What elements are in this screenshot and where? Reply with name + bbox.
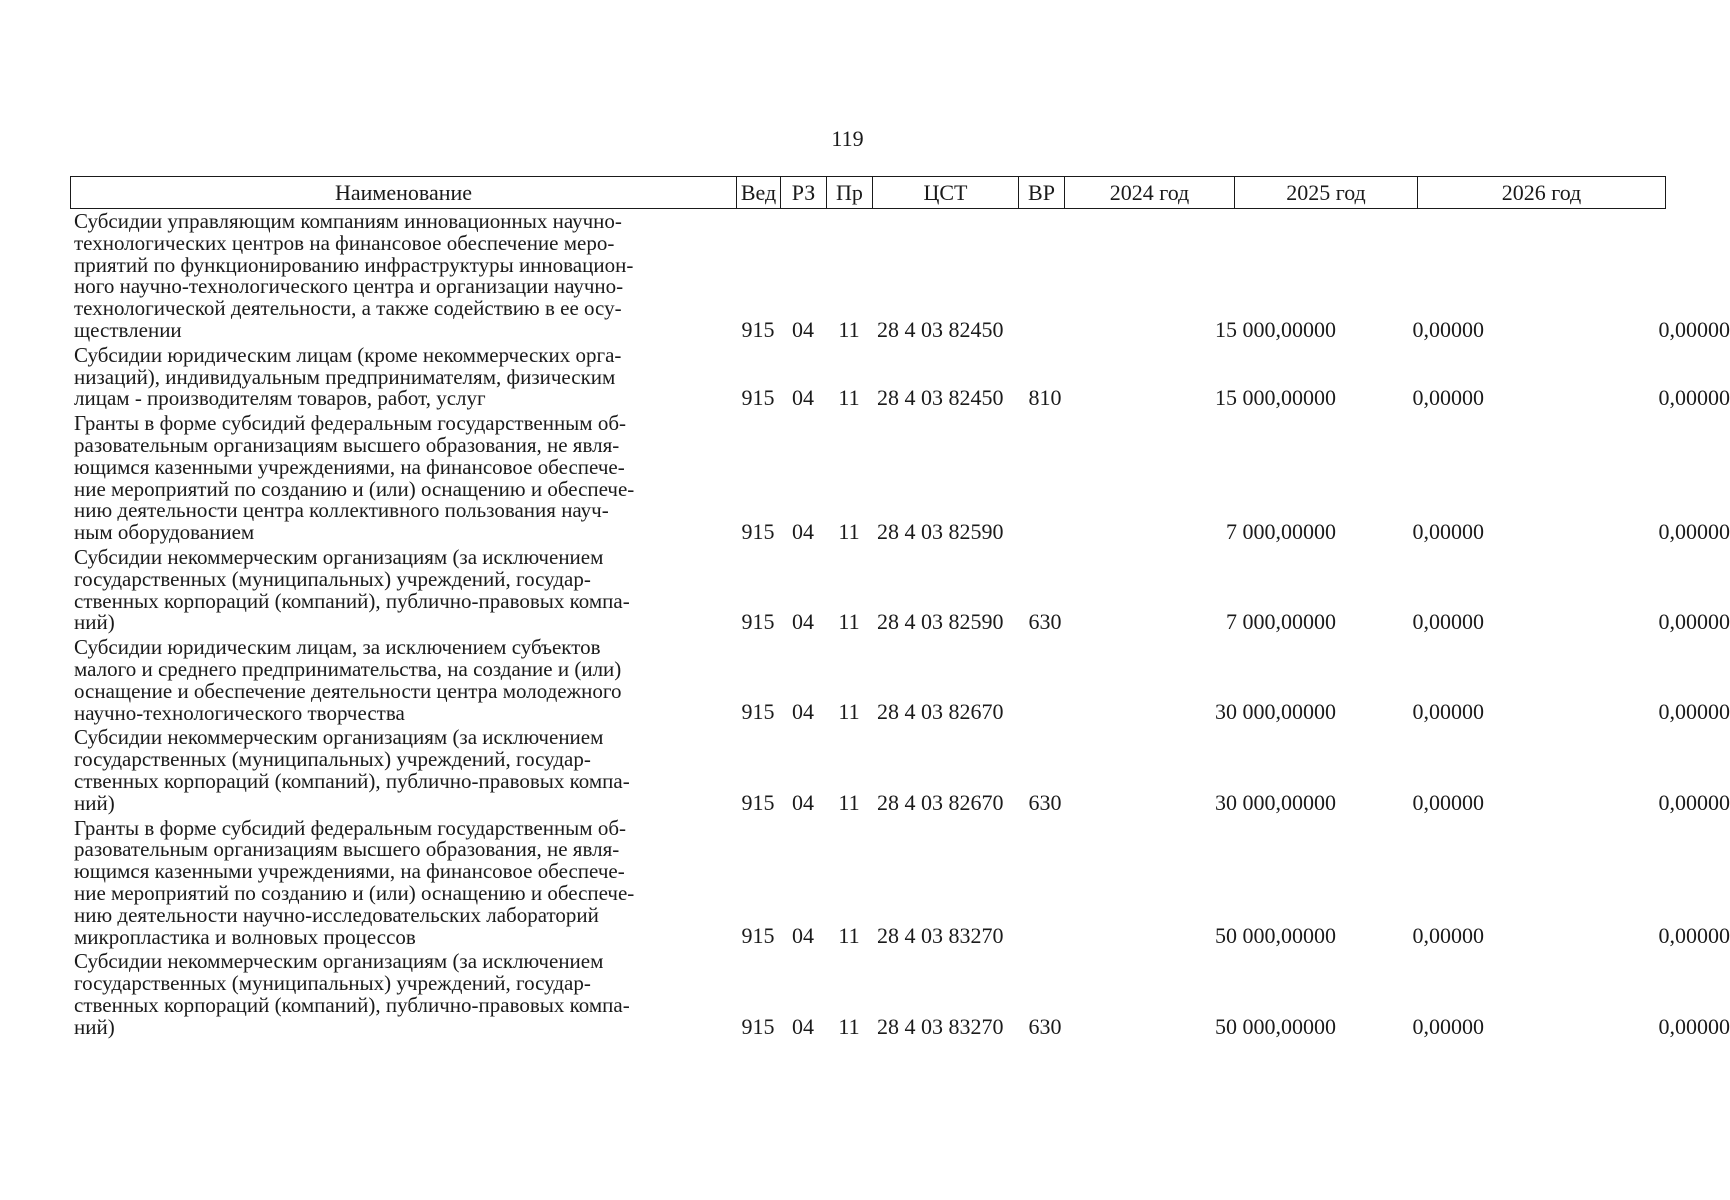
row-name-line: ние мероприятий по созданию и (или) оснащению и обеспече-: [74, 476, 635, 501]
row-name: [74, 815, 734, 949]
header-2025: 2025 год: [1235, 177, 1418, 209]
row-name-line: разовательным организациям высшего образования, не явля-: [74, 837, 620, 862]
table-row: [70, 411, 1730, 545]
header-pr: Пр: [827, 177, 873, 209]
header-vr: ВР: [1019, 177, 1065, 209]
row-name-line: ным оборудованием: [74, 520, 255, 545]
row-name-line: ществлении: [74, 317, 182, 342]
row-name-line: Гранты в форме субсидий федеральным государственным об-: [74, 815, 627, 840]
row-name-line: оснащение и обеспечение деятельности центра молодежного: [74, 678, 622, 703]
row-name-line: нию деятельности центра коллективного пользования науч-: [74, 498, 609, 523]
table-row: [70, 949, 1730, 1039]
pr-cell: 11: [838, 316, 860, 342]
header-cst: ЦСТ: [873, 177, 1019, 209]
row-name-line: микропластика и волновых процессов: [74, 924, 416, 949]
amount-2025-cell: 0,00000: [1412, 316, 1484, 342]
rz-cell: 04: [792, 609, 814, 635]
amount-2026-cell: 0,00000: [1658, 316, 1730, 342]
page-number: 119: [831, 126, 864, 151]
row-name-line: малого и среднего предпринимательства, на создание и (или): [74, 656, 622, 681]
table-row: [70, 815, 1730, 949]
amount-2024-cell: 50 000,00000: [1215, 923, 1336, 949]
amount-2024-cell: 30 000,00000: [1215, 699, 1336, 725]
row-name-line: Субсидии управляющим компаниям инновационных научно-: [74, 209, 622, 233]
amount-2026-cell: 0,00000: [1658, 518, 1730, 544]
row-name-line: Субсидии юридическим лицам (кроме некоммерческих орга-: [74, 342, 622, 367]
amount-2026-cell: 0,00000: [1658, 699, 1730, 725]
pr-cell: 11: [838, 385, 860, 411]
ved-cell: 915: [741, 923, 775, 949]
cst-cell: 28 4 03 82670: [877, 699, 1004, 725]
amount-2026-cell: 0,00000: [1658, 385, 1730, 411]
rz-cell: 04: [792, 789, 814, 815]
header-ved: Вед: [737, 177, 781, 209]
ved-cell: 915: [741, 1013, 775, 1039]
vr-cell: 810: [1028, 385, 1062, 411]
amount-2024-cell: 15 000,00000: [1215, 385, 1336, 411]
header-rz: РЗ: [781, 177, 827, 209]
amount-2024-cell: 15 000,00000: [1215, 316, 1336, 342]
ved-cell: 915: [741, 518, 775, 544]
rz-cell: 04: [792, 316, 814, 342]
amount-2024-cell: 30 000,00000: [1215, 789, 1336, 815]
row-name: [74, 413, 734, 544]
row-name-line: ного научно-технологического центра и организации научно-: [74, 274, 624, 299]
ved-cell: 915: [741, 609, 775, 635]
row-name-line: ственных корпораций (компаний), публично-правовых компа-: [74, 992, 630, 1017]
amount-2025-cell: 0,00000: [1412, 518, 1484, 544]
header-2024: 2024 год: [1065, 177, 1235, 209]
table-header: [70, 176, 1666, 209]
row-name-line: технологических центров на финансовое обеспечение меро-: [74, 230, 615, 255]
row-name-line: лицам - производителям товаров, работ, услуг: [74, 386, 486, 411]
row-name-line: разовательным организациям высшего образования, не явля-: [74, 432, 620, 457]
row-name-line: ющимся казенными учреждениями, на финансовое обеспече-: [74, 859, 625, 884]
pr-cell: 11: [838, 518, 860, 544]
row-name: [74, 547, 734, 634]
header-name: Наименование: [71, 177, 737, 209]
row-name-line: технологической деятельности, а также содействию в ее осу-: [74, 296, 622, 321]
row-name-line: Субсидии юридическим лицам, за исключением субъектов: [74, 635, 601, 660]
pr-cell: 11: [838, 609, 860, 635]
pr-cell: 11: [838, 789, 860, 815]
row-name-line: низаций), индивидуальным предпринимателям, физическим: [74, 364, 616, 389]
row-name-line: Субсидии некоммерческим организациям (за исключением: [74, 725, 604, 750]
ved-cell: 915: [741, 789, 775, 815]
row-name-line: Гранты в форме субсидий федеральным государственным об-: [74, 411, 627, 436]
amount-2025-cell: 0,00000: [1412, 1013, 1484, 1039]
row-name-line: ственных корпораций (компаний), публично-правовых компа-: [74, 588, 630, 613]
table-row: [70, 635, 1730, 725]
pr-cell: 11: [838, 923, 860, 949]
table-row: [70, 209, 1730, 342]
ved-cell: 915: [741, 385, 775, 411]
rz-cell: 04: [792, 923, 814, 949]
amount-2024-cell: 7 000,00000: [1226, 609, 1336, 635]
amount-2026-cell: 0,00000: [1658, 609, 1730, 635]
row-name-line: приятий по функционированию инфраструктуры инновацион-: [74, 252, 634, 277]
cst-cell: 28 4 03 82450: [877, 316, 1004, 342]
row-name-line: ний): [74, 610, 115, 635]
pr-cell: 11: [838, 699, 860, 725]
row-name: [74, 637, 734, 724]
cst-cell: 28 4 03 82590: [877, 518, 1004, 544]
rz-cell: 04: [792, 385, 814, 411]
row-name-line: Субсидии некоммерческим организациям (за исключением: [74, 545, 604, 569]
cst-cell: 28 4 03 82670: [877, 789, 1004, 815]
vr-cell: 630: [1028, 609, 1062, 635]
cst-cell: 28 4 03 82590: [877, 609, 1004, 635]
amount-2024-cell: 50 000,00000: [1215, 1013, 1336, 1039]
table-row: [70, 725, 1730, 815]
rz-cell: 04: [792, 1013, 814, 1039]
row-name: [74, 342, 734, 411]
amount-2025-cell: 0,00000: [1412, 789, 1484, 815]
table-row: [70, 342, 1730, 411]
amount-2025-cell: 0,00000: [1412, 609, 1484, 635]
row-name-line: государственных (муниципальных) учреждений, государ-: [74, 747, 591, 772]
amount-2025-cell: 0,00000: [1412, 923, 1484, 949]
amount-2025-cell: 0,00000: [1412, 699, 1484, 725]
table-row: [70, 545, 1730, 635]
amount-2024-cell: 7 000,00000: [1226, 518, 1336, 544]
amount-2026-cell: 0,00000: [1658, 1013, 1730, 1039]
pr-cell: 11: [838, 1013, 860, 1039]
row-name-line: нию деятельности научно-исследовательских лабораторий: [74, 902, 599, 927]
vr-cell: 630: [1028, 1013, 1062, 1039]
table-body: [70, 209, 1730, 1111]
row-name-line: научно-технологического творчества: [74, 700, 405, 725]
row-name-line: ние мероприятий по созданию и (или) оснащению и обеспече-: [74, 880, 635, 905]
rz-cell: 04: [792, 518, 814, 544]
row-name-line: ний): [74, 790, 115, 815]
row-name: [74, 951, 734, 1038]
ved-cell: 915: [741, 316, 775, 342]
cst-cell: 28 4 03 83270: [877, 923, 1004, 949]
amount-2026-cell: 0,00000: [1658, 923, 1730, 949]
row-name-line: ющимся казенными учреждениями, на финансовое обеспече-: [74, 454, 625, 479]
cst-cell: 28 4 03 83270: [877, 1013, 1004, 1039]
header-2026: 2026 год: [1418, 177, 1666, 209]
row-name: [74, 727, 734, 814]
amount-2025-cell: 0,00000: [1412, 385, 1484, 411]
row-name-line: государственных (муниципальных) учреждений, государ-: [74, 971, 591, 996]
row-name-line: ний): [74, 1014, 115, 1039]
row-name-line: Субсидии некоммерческим организациям (за исключением: [74, 949, 604, 974]
row-name-line: государственных (муниципальных) учреждений, государ-: [74, 566, 591, 591]
cst-cell: 28 4 03 82450: [877, 385, 1004, 411]
rz-cell: 04: [792, 699, 814, 725]
vr-cell: 630: [1028, 789, 1062, 815]
amount-2026-cell: 0,00000: [1658, 789, 1730, 815]
row-name: [74, 211, 734, 342]
row-name-line: ственных корпораций (компаний), публично-правовых компа-: [74, 768, 630, 793]
ved-cell: 915: [741, 699, 775, 725]
